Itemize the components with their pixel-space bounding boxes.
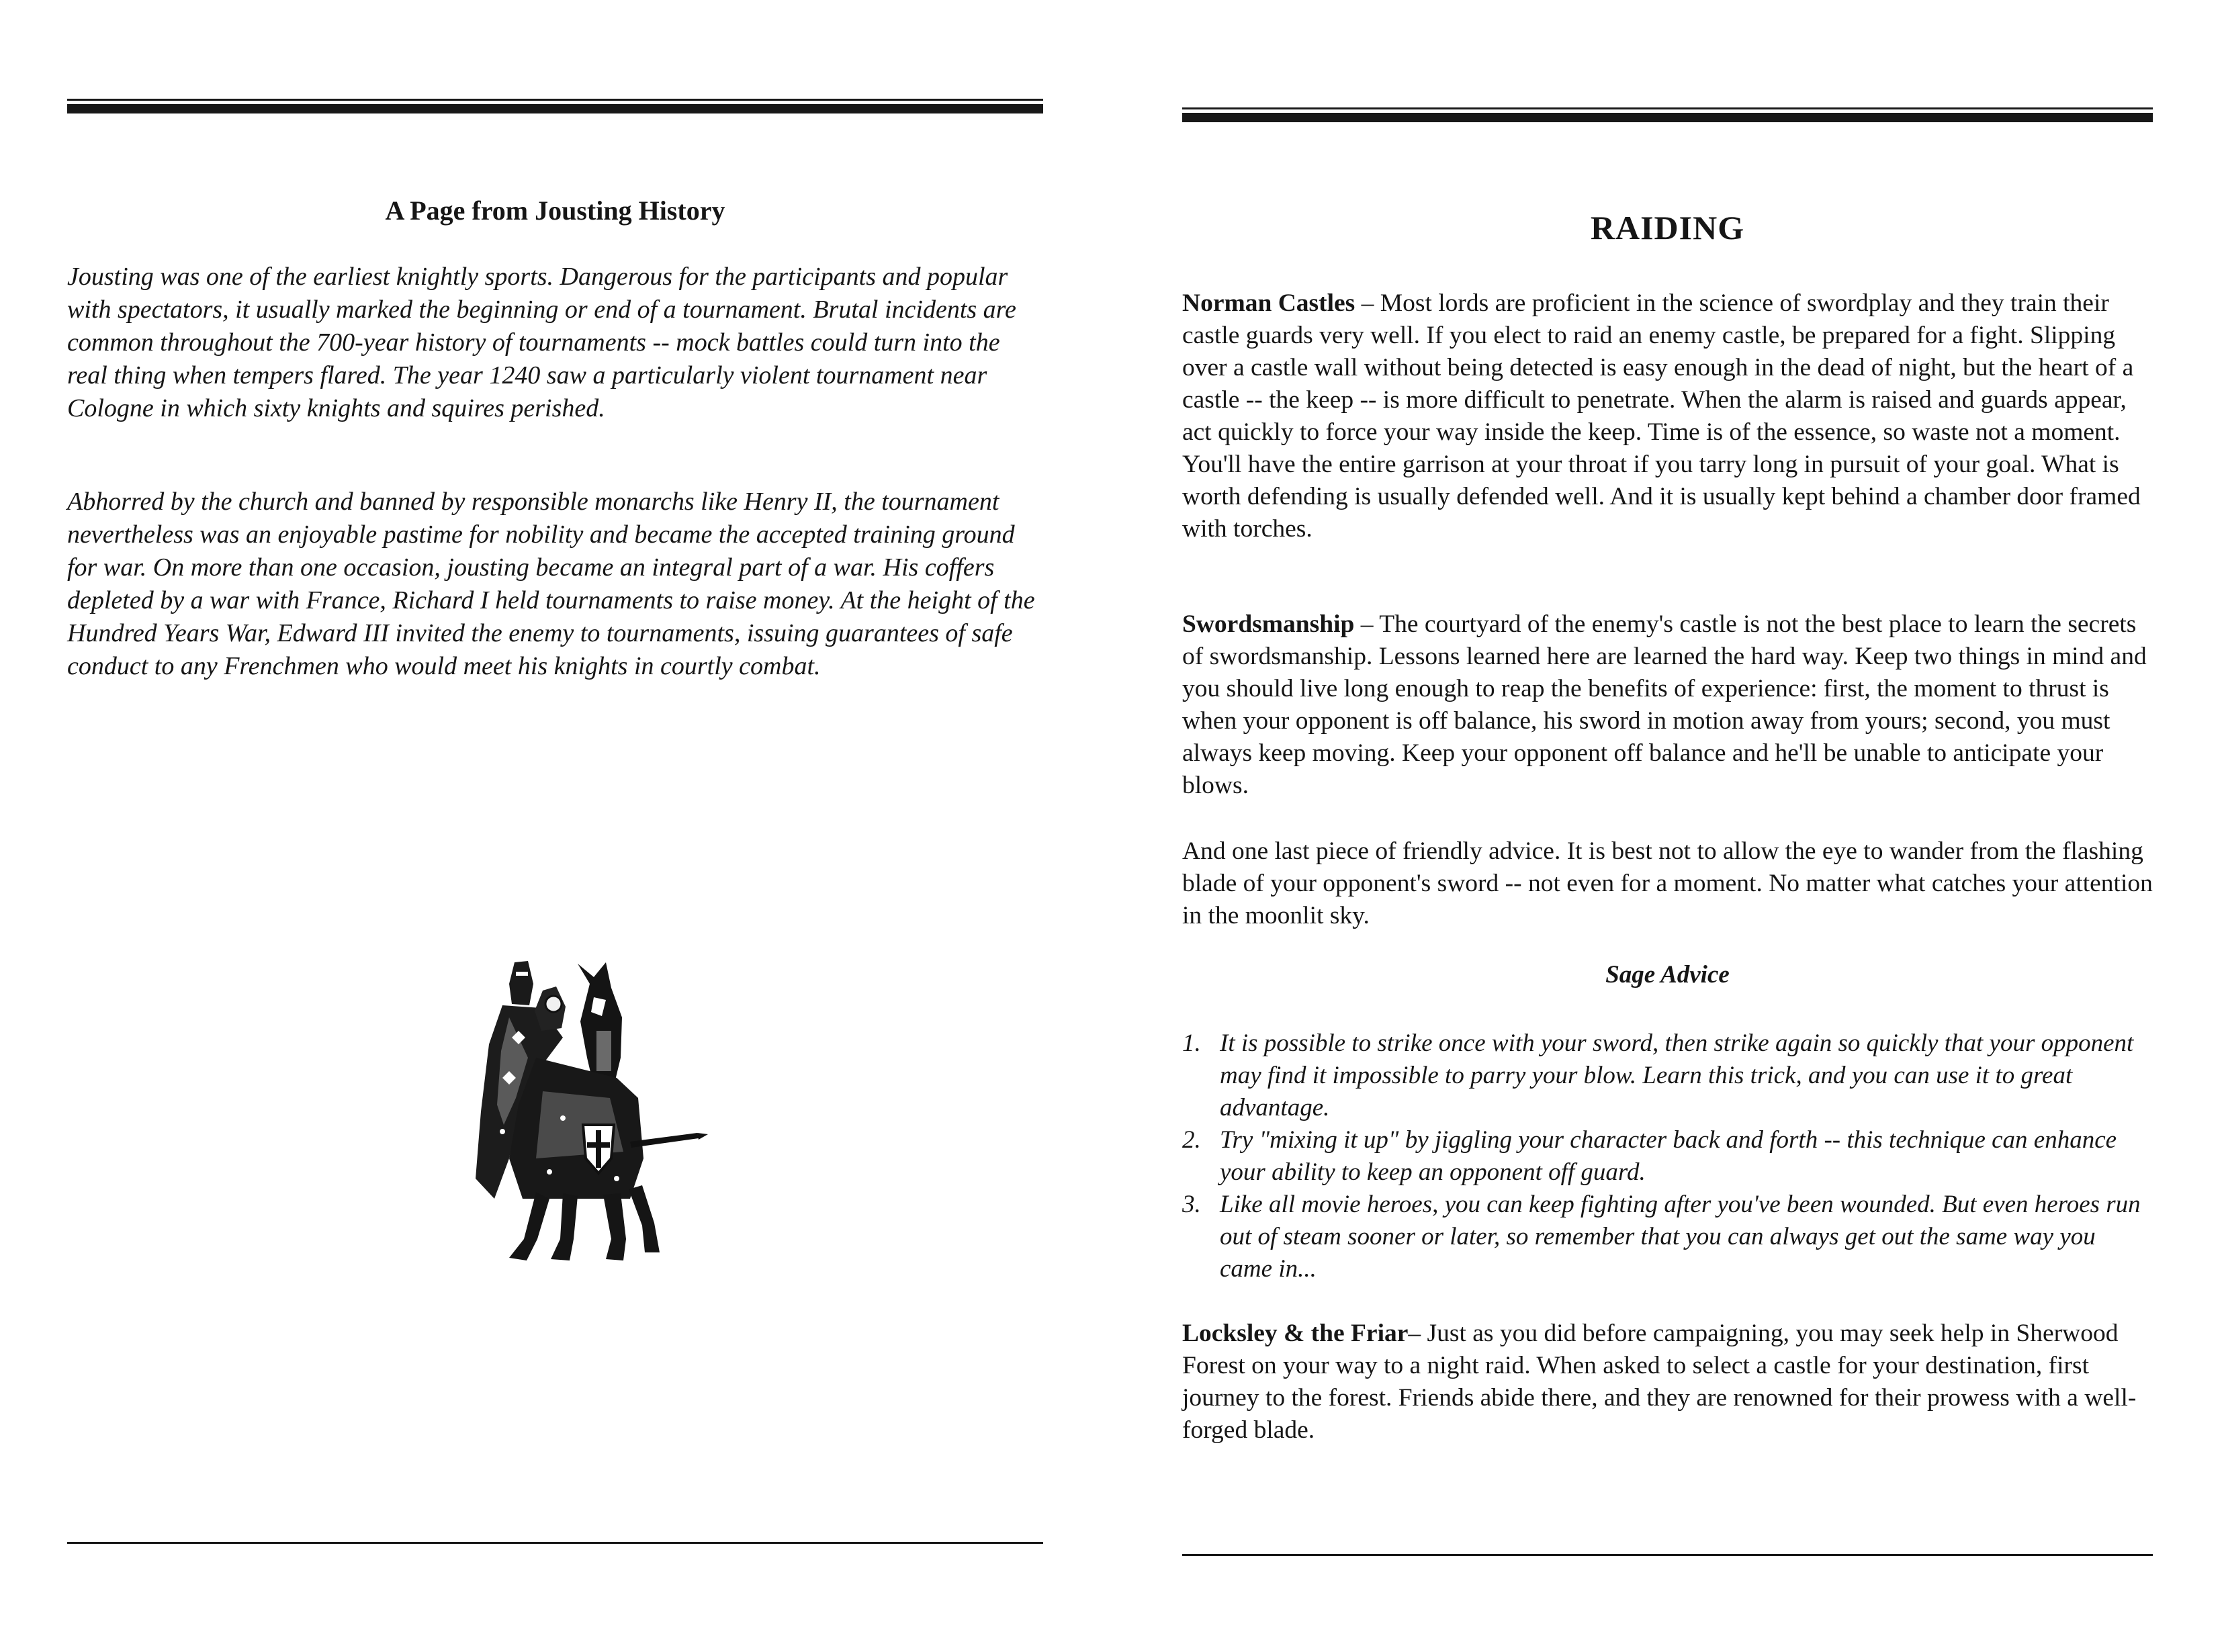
raiding-heading: RAIDING <box>1590 209 1745 246</box>
sage-advice-title: Sage Advice <box>1605 961 1730 989</box>
top-rule-thick <box>1182 113 2153 122</box>
knight-on-horse-illustration <box>462 957 711 1266</box>
norman-castles-lead: Norman Castles <box>1182 289 1355 317</box>
list-item: 1. It is possible to strike once with your sword, then strike again so quickly that your opponent may find it impossible to parry your blow. Learn this trick, and you can use it to great advantage. <box>1182 1029 2134 1121</box>
jousting-paragraph-2: Abhorred by the church and banned by responsible monarchs like Henry II, the tournament nevertheless was an enjoyable pastime for nobility and became the accepted training ground for war. On more than one occasion, jousting became an integral part of a war. His coffers depleted by a war with France, Richard I held tournaments to raise money. At the height of the Hundred Years War, Edward III invited the enemy to tournaments, issuing guarantees of safe conduct to any Frenchmen who would meet his knights in courtly combat. <box>67 488 1035 680</box>
bottom-rule <box>1182 1554 2153 1556</box>
bottom-rule <box>67 1542 1043 1544</box>
jousting-paragraph-1: Jousting was one of the earliest knightly sports. Dangerous for the participants and popular with spectators, it usually marked the beginning or end of a tournament. Brutal incidents are common throughout the 700-year history of tournaments -- mock battles could turn into the real thing when tempers flared. The year 1240 saw a particularly violent tournament near Cologne in which sixty knights and squires perished. <box>67 263 1016 422</box>
norman-castles-text-2: You'll have the entire garrison at your throat if you tarry long in pursuit of your goal. What is worth defending is usually defended well. And it is usually kept behind a chamber door framed with torches. <box>1182 451 2141 543</box>
top-rule-thin <box>67 99 1043 101</box>
swordsmanship-text: The courtyard of the enemy's castle is not the best place to learn the secrets of swordsmanship. Lessons learned here are learned the hard way. Keep two things in mind and you should live long enough to reap the benefits of experience: first, the moment to thrust is when your opponent is off balance, his sword in motion away from yours; second, you must always keep moving. Keep your opponent off balance and he'll be unable to anticipate your blows. <box>1182 610 2147 799</box>
locksley-friar-lead: Locksley & the Friar <box>1182 1320 1409 1347</box>
norman-castles-text: Most lords are proficient in the science of swordplay and they train their castle guards very well. If you elect to raid an enemy castle, be prepared for a fight. Slipping over a castle wall without being detected is easy enough in the dead of night, but the heart of a castle -- the keep -- is more difficult to penetrate. When the alarm is raised and guards appear, act quickly to force your way inside the keep. Time is of the essence, so waste not a moment. <box>1182 289 2134 446</box>
swordsmanship-section: Swordsmanship – The courtyard of the enemy's castle is not the best place to learn the secrets of swordsmanship. Lessons learned here are learned the hard way. Keep two things in mind and you should live long enough to reap the benefits of experience: first, the moment to thrust is when your opponent is off balance, his sword in motion away from yours; second, you must always keep moving. Keep your opponent off balance and he'll be unable to anticipate your blows. <box>1182 610 2147 799</box>
locksley-friar-section: Locksley & the Friar– Just as you did before campaigning, you may seek help in Sherwood Forest on your way to a night raid. When asked to select a castle for your destination, first journey to the forest. Friends abide there, and they are renowned for their prowess with a well-forged blade. <box>1182 1320 2137 1444</box>
top-rule-thin <box>1182 107 2153 109</box>
right-page <box>1182 0 2153 1652</box>
swordsmanship-lead: Swordsmanship <box>1182 610 1355 638</box>
list-item: 2. Try "mixing it up" by jiggling your character back and forth -- this technique can enhance your ability to keep an opponent off guard. <box>1182 1126 2117 1186</box>
left-page <box>67 0 1043 1652</box>
norman-castles-section: Norman Castles – Most lords are proficient in the science of swordplay and they train their castle guards very well. If you elect to raid an enemy castle, be prepared for a fight. Slipping over a castle wall without being detected is easy enough in the dead of night, but the heart of a castle -- the keep -- is more difficult to penetrate. When the alarm is raised and guards appear, act quickly to force your way inside the keep. Time is of the essence, so waste not a moment. You'll have the entire garrison at your throat if you tarry long in pursuit of your goal. What is worth defending is usually defended well. And it is usually kept behind a chamber door framed with torches. <box>1182 289 2141 543</box>
locksley-friar-text: Just as you did before campaigning, you may seek help in Sherwood Forest on your way to a night raid. When asked to select a castle for your destination, first journey to the forest. Friends abide there, and they are renowned for their prowess with a well-forged blade. <box>1182 1320 2137 1444</box>
list-item: 3. Like all movie heroes, you can keep fighting after you've been wounded. But even heroes run out of steam sooner or later, so remember that you can always get out the same way you came in... <box>1182 1191 2141 1283</box>
jousting-heading: A Page from Jousting History <box>385 195 725 226</box>
friendly-advice-paragraph: And one last piece of friendly advice. It is best not to allow the eye to wander from the flashing blade of your opponent's sword -- not even for a moment. No matter what catches your attention in the moonlit sky. <box>1182 837 2153 929</box>
top-rule-thick <box>67 104 1043 113</box>
sage-advice-list <box>1182 1027 2153 1285</box>
